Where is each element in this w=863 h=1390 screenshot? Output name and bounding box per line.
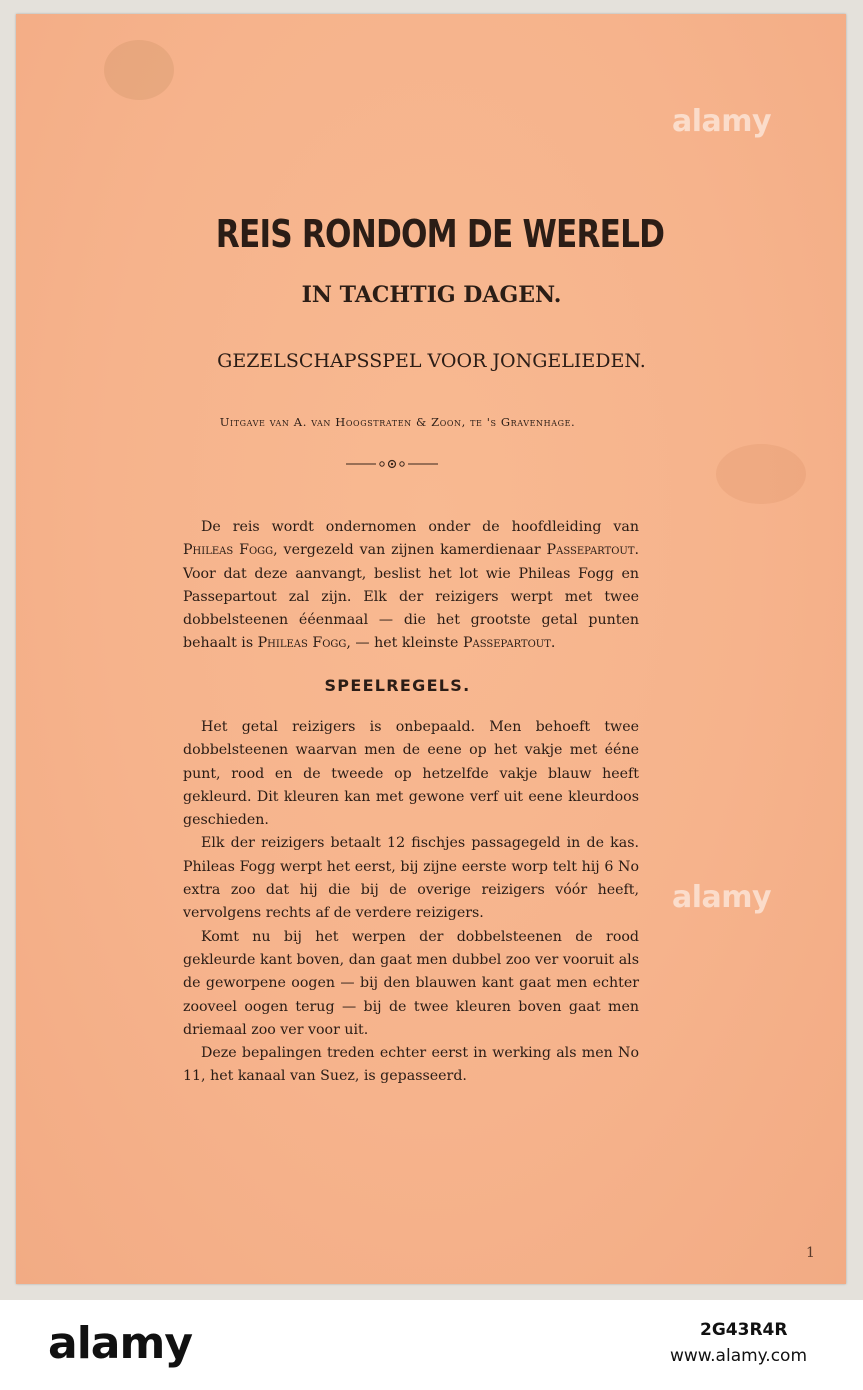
page-number: 1 bbox=[806, 1245, 815, 1261]
rules-block bbox=[183, 716, 639, 1089]
image-id: 2G43R4R bbox=[700, 1320, 788, 1340]
stock-url: www.alamy.com bbox=[670, 1346, 808, 1366]
name-smallcaps: Phileas Fogg bbox=[183, 542, 274, 559]
rule-paragraph: Deze bepalingen treden echter eerst in werking als men No 11, het kanaal van Suez, is gepasseerd. bbox=[183, 1045, 639, 1085]
intro-text: , vergezeld van zijnen kamerdienaar bbox=[273, 542, 547, 559]
game-description: GEZELSCHAPSSPEL VOOR JONGELIEDEN. bbox=[217, 350, 646, 372]
document-title: REIS RONDOM DE WERELD bbox=[215, 212, 665, 256]
intro-text: . bbox=[550, 635, 556, 652]
intro-text: De reis wordt ondernomen onder de hoofdleiding van bbox=[201, 519, 639, 535]
intro-paragraph bbox=[183, 516, 639, 656]
document-subtitle: IN TACHTIG DAGEN. bbox=[301, 282, 562, 308]
publisher-line bbox=[0, 415, 795, 429]
intro-text: . Voor dat deze aanvangt, beslist het lot wie Phileas Fogg en Passepartout zal zijn. Elk der reizigers werpt met twee dobbelsteenen ééenmaal — die het grootste getal punten behaalt is bbox=[183, 542, 640, 652]
name-smallcaps: Phileas Fogg bbox=[257, 635, 347, 652]
name-smallcaps: Passepartout bbox=[546, 542, 635, 559]
rules-heading: SPEELREGELS. bbox=[324, 676, 471, 695]
paper-stain bbox=[104, 40, 174, 100]
stock-logo: alamy bbox=[48, 1318, 192, 1369]
rule-paragraph: Het getal reizigers is onbepaald. Men behoeft twee dobbelsteenen waarvan men de eene op het vakje met ééne punt, rood en de tweede op hetzelfde vakje blauw heeft gekleurd. Dit kleuren kan met gewone verf uit eene kleurdoos geschieden. bbox=[183, 719, 639, 829]
paper-stain bbox=[716, 444, 806, 504]
intro-text: , — het kleinste bbox=[346, 635, 463, 652]
rule-paragraph: Komt nu bij het werpen der dobbelsteenen de rood gekleurde kant boven, dan gaat men dubbel zoo ver vooruit als de geworpene oogen — bij den blauwen kant gaat men echter zooveel oogen terug — bij de twee kleuren boven gaat men driemaal zoo ver voor uit. bbox=[183, 928, 639, 1038]
rule-paragraph: Elk der reizigers betaalt 12 fischjes passagegeld in de kas. Phileas Fogg werpt het eerst, bij zijne eerste worp telt hij 6 No extra zoo dat hij die bij de overige reizigers vóór heeft, vervolgens rechts af de verdere reizigers. bbox=[183, 835, 639, 922]
ornament-divider bbox=[346, 457, 438, 471]
watermark-overlay: alamy bbox=[672, 880, 772, 915]
watermark-overlay: alamy bbox=[672, 104, 772, 139]
publisher-text: Uitgave van A. van Hoogstraten & Zoon, te 's Gravenhage. bbox=[219, 415, 576, 429]
name-smallcaps: Passepartout bbox=[462, 635, 551, 652]
